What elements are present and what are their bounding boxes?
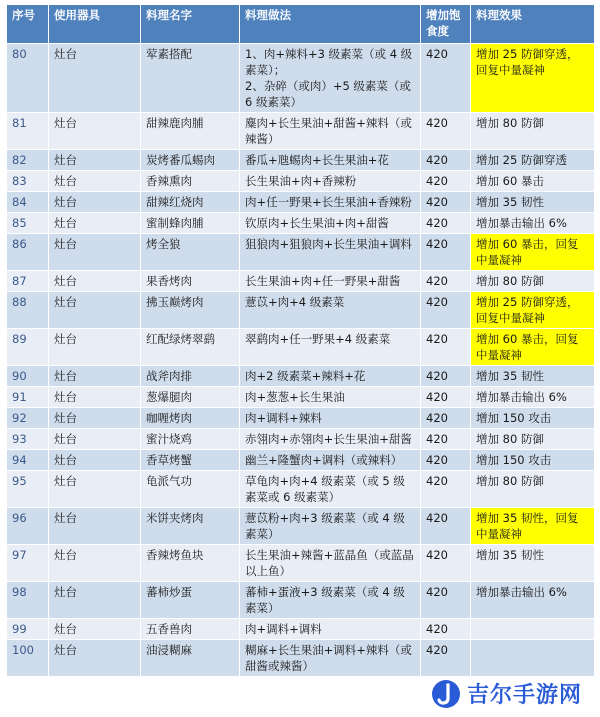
cell-method: 蕃柿+蛋液+3 级素菜（或 4 级素菜） bbox=[240, 582, 421, 619]
cell-name: 油浸糊麻 bbox=[141, 640, 240, 677]
cell-tool: 灶台 bbox=[49, 329, 141, 366]
cell-satiety: 420 bbox=[421, 171, 471, 192]
cell-name: 米饼夹烤肉 bbox=[141, 508, 240, 545]
cell-method: 薏苡+肉+4 级素菜 bbox=[240, 292, 421, 329]
cell-name: 烤全狼 bbox=[141, 234, 240, 271]
cell-id: 98 bbox=[7, 582, 49, 619]
table-body bbox=[7, 44, 595, 677]
cell-id: 90 bbox=[7, 366, 49, 387]
cell-method: 赤翎肉+赤翎肉+长生果油+甜酱 bbox=[240, 429, 421, 450]
cell-method: 长生果油+肉+任一野果+甜酱 bbox=[240, 271, 421, 292]
cell-method: 糊麻+长生果油+调料+辣料（或甜酱或辣酱） bbox=[240, 640, 421, 677]
cell-tool: 灶台 bbox=[49, 292, 141, 329]
table-row bbox=[7, 366, 595, 387]
cell-satiety: 420 bbox=[421, 429, 471, 450]
cell-tool: 灶台 bbox=[49, 150, 141, 171]
table-row bbox=[7, 640, 595, 677]
cell-effect: 增加 80 防御 bbox=[471, 113, 595, 150]
cell-method: 钦原肉+长生果油+肉+甜酱 bbox=[240, 213, 421, 234]
cell-effect: 增加 80 防御 bbox=[471, 471, 595, 508]
cell-name: 蕃柿炒蛋 bbox=[141, 582, 240, 619]
cell-name: 战斧肉排 bbox=[141, 366, 240, 387]
table-row bbox=[7, 408, 595, 429]
cell-tool: 灶台 bbox=[49, 408, 141, 429]
cell-effect: 增加 35 韧性 bbox=[471, 545, 595, 582]
cell-satiety: 420 bbox=[421, 387, 471, 408]
cell-effect: 增加暴击输出 6% bbox=[471, 582, 595, 619]
table-row bbox=[7, 292, 595, 329]
table-row bbox=[7, 113, 595, 150]
cell-effect bbox=[471, 640, 595, 677]
cell-tool: 灶台 bbox=[49, 471, 141, 508]
cell-satiety: 420 bbox=[421, 271, 471, 292]
cell-effect: 增加 35 韧性 bbox=[471, 366, 595, 387]
cell-effect: 增加 80 防御 bbox=[471, 429, 595, 450]
cell-name: 龟派气功 bbox=[141, 471, 240, 508]
cell-id: 85 bbox=[7, 213, 49, 234]
cell-tool: 灶台 bbox=[49, 640, 141, 677]
cell-name: 甜辣鹿肉脯 bbox=[141, 113, 240, 150]
cell-name: 香辣熏肉 bbox=[141, 171, 240, 192]
cell-id: 93 bbox=[7, 429, 49, 450]
cell-satiety: 420 bbox=[421, 366, 471, 387]
cell-method: 1、肉+辣料+3 级素菜（或 4 级素菜）； 2、杂碎（或肉）+5 级素菜（或 6 级素菜） bbox=[240, 44, 421, 113]
table-row bbox=[7, 619, 595, 640]
cell-name: 红配绿烤翠鹞 bbox=[141, 329, 240, 366]
cell-id: 94 bbox=[7, 450, 49, 471]
cell-effect: 增加 35 韧性，回复中量凝神 bbox=[471, 508, 595, 545]
header-id: 序号 bbox=[7, 5, 49, 44]
cell-satiety: 420 bbox=[421, 44, 471, 113]
cell-effect: 增加暴击输出 6% bbox=[471, 387, 595, 408]
table-row bbox=[7, 213, 595, 234]
cell-effect: 增加暴击输出 6% bbox=[471, 213, 595, 234]
table-row bbox=[7, 234, 595, 271]
table-row bbox=[7, 471, 595, 508]
cell-id: 83 bbox=[7, 171, 49, 192]
cell-satiety: 420 bbox=[421, 213, 471, 234]
cell-tool: 灶台 bbox=[49, 192, 141, 213]
j-logo-icon bbox=[431, 679, 461, 709]
cell-effect: 增加 60 暴击，回复中量凝神 bbox=[471, 234, 595, 271]
cell-satiety: 420 bbox=[421, 292, 471, 329]
cell-satiety: 420 bbox=[421, 329, 471, 366]
cell-id: 89 bbox=[7, 329, 49, 366]
cell-method: 肉+调料+辣料 bbox=[240, 408, 421, 429]
cell-name: 五香兽肉 bbox=[141, 619, 240, 640]
header-satiety: 增加饱食度 bbox=[421, 5, 471, 44]
cell-method: 肉+任一野果+长生果油+香辣粉 bbox=[240, 192, 421, 213]
cell-id: 92 bbox=[7, 408, 49, 429]
cell-tool: 灶台 bbox=[49, 545, 141, 582]
cell-name: 炭烤番瓜蜴肉 bbox=[141, 150, 240, 171]
cell-id: 100 bbox=[7, 640, 49, 677]
cell-tool: 灶台 bbox=[49, 508, 141, 545]
cell-effect: 增加 25 防御穿透 bbox=[471, 150, 595, 171]
cell-satiety: 420 bbox=[421, 113, 471, 150]
cell-method: 麋肉+长生果油+甜酱+辣料（或辣酱） bbox=[240, 113, 421, 150]
header-method: 料理做法 bbox=[240, 5, 421, 44]
cell-effect: 增加 150 攻击 bbox=[471, 450, 595, 471]
cell-satiety: 420 bbox=[421, 234, 471, 271]
table-row bbox=[7, 44, 595, 113]
cell-method: 肉+2 级素菜+辣料+花 bbox=[240, 366, 421, 387]
cell-tool: 灶台 bbox=[49, 113, 141, 150]
cell-name: 香草烤蟹 bbox=[141, 450, 240, 471]
cell-id: 91 bbox=[7, 387, 49, 408]
cell-tool: 灶台 bbox=[49, 213, 141, 234]
header-name: 料理名字 bbox=[141, 5, 240, 44]
cell-method: 长生果油+肉+香辣粉 bbox=[240, 171, 421, 192]
cell-name: 拂玉巅烤肉 bbox=[141, 292, 240, 329]
cell-satiety: 420 bbox=[421, 582, 471, 619]
table-row bbox=[7, 508, 595, 545]
cell-satiety: 420 bbox=[421, 545, 471, 582]
cell-method: 长生果油+辣酱+蓝晶鱼（或蓝晶以上鱼） bbox=[240, 545, 421, 582]
cell-id: 80 bbox=[7, 44, 49, 113]
cell-effect: 增加 25 防御穿透，回复中量凝神 bbox=[471, 292, 595, 329]
cell-name: 咖喱烤肉 bbox=[141, 408, 240, 429]
cell-id: 87 bbox=[7, 271, 49, 292]
cell-tool: 灶台 bbox=[49, 271, 141, 292]
cell-satiety: 420 bbox=[421, 150, 471, 171]
cell-effect: 增加 150 攻击 bbox=[471, 408, 595, 429]
cell-effect: 增加 60 暴击 bbox=[471, 171, 595, 192]
cell-tool: 灶台 bbox=[49, 619, 141, 640]
cell-id: 99 bbox=[7, 619, 49, 640]
cell-tool: 灶台 bbox=[49, 234, 141, 271]
table-row bbox=[7, 429, 595, 450]
cell-satiety: 420 bbox=[421, 619, 471, 640]
cell-satiety: 420 bbox=[421, 471, 471, 508]
cell-method: 狙狼肉+狙狼肉+长生果油+调料 bbox=[240, 234, 421, 271]
header-effect: 料理效果 bbox=[471, 5, 595, 44]
cell-tool: 灶台 bbox=[49, 387, 141, 408]
table-row bbox=[7, 545, 595, 582]
cell-tool: 灶台 bbox=[49, 171, 141, 192]
table-row bbox=[7, 582, 595, 619]
cell-satiety: 420 bbox=[421, 450, 471, 471]
cell-id: 81 bbox=[7, 113, 49, 150]
cell-id: 95 bbox=[7, 471, 49, 508]
cell-id: 88 bbox=[7, 292, 49, 329]
cell-tool: 灶台 bbox=[49, 450, 141, 471]
cell-satiety: 420 bbox=[421, 408, 471, 429]
watermark bbox=[429, 676, 588, 711]
cell-method: 番瓜+虺蜴肉+长生果油+花 bbox=[240, 150, 421, 171]
table-header-row bbox=[7, 5, 595, 44]
cell-method: 薏苡粉+肉+3 级素菜（或 4 级素菜） bbox=[240, 508, 421, 545]
cell-id: 97 bbox=[7, 545, 49, 582]
table-row bbox=[7, 150, 595, 171]
cell-method: 翠鹞肉+任一野果+4 级素菜 bbox=[240, 329, 421, 366]
cell-method: 肉+调料+调料 bbox=[240, 619, 421, 640]
cell-name: 蜜汁烧鸡 bbox=[141, 429, 240, 450]
table-row bbox=[7, 192, 595, 213]
cell-satiety: 420 bbox=[421, 508, 471, 545]
cell-name: 香辣烤鱼块 bbox=[141, 545, 240, 582]
cell-tool: 灶台 bbox=[49, 44, 141, 113]
watermark-text: 吉尔手游网 bbox=[466, 683, 582, 708]
cell-effect: 增加 25 防御穿透，回复中量凝神 bbox=[471, 44, 595, 113]
recipe-table bbox=[6, 4, 595, 677]
table-row bbox=[7, 387, 595, 408]
cell-id: 84 bbox=[7, 192, 49, 213]
cell-method: 草龟肉+肉+4 级素菜（或 5 级素菜或 6 级素菜） bbox=[240, 471, 421, 508]
cell-satiety: 420 bbox=[421, 640, 471, 677]
cell-name: 甜辣红烧肉 bbox=[141, 192, 240, 213]
cell-tool: 灶台 bbox=[49, 366, 141, 387]
cell-name: 荤素搭配 bbox=[141, 44, 240, 113]
cell-effect: 增加 60 暴击，回复中量凝神 bbox=[471, 329, 595, 366]
cell-tool: 灶台 bbox=[49, 429, 141, 450]
cell-satiety: 420 bbox=[421, 192, 471, 213]
cell-id: 86 bbox=[7, 234, 49, 271]
cell-name: 蜜制蜂肉脯 bbox=[141, 213, 240, 234]
cell-effect bbox=[471, 619, 595, 640]
table-row bbox=[7, 450, 595, 471]
cell-id: 96 bbox=[7, 508, 49, 545]
cell-method: 肉+葱葱+长生果油 bbox=[240, 387, 421, 408]
cell-effect: 增加 80 防御 bbox=[471, 271, 595, 292]
cell-id: 82 bbox=[7, 150, 49, 171]
cell-name: 果香烤肉 bbox=[141, 271, 240, 292]
header-tool: 使用器具 bbox=[49, 5, 141, 44]
table-row bbox=[7, 171, 595, 192]
cell-method: 幽兰+隆蟹肉+调料（或辣料） bbox=[240, 450, 421, 471]
table-row bbox=[7, 329, 595, 366]
cell-name: 葱爆腿肉 bbox=[141, 387, 240, 408]
cell-effect: 增加 35 韧性 bbox=[471, 192, 595, 213]
table-row bbox=[7, 271, 595, 292]
cell-tool: 灶台 bbox=[49, 582, 141, 619]
